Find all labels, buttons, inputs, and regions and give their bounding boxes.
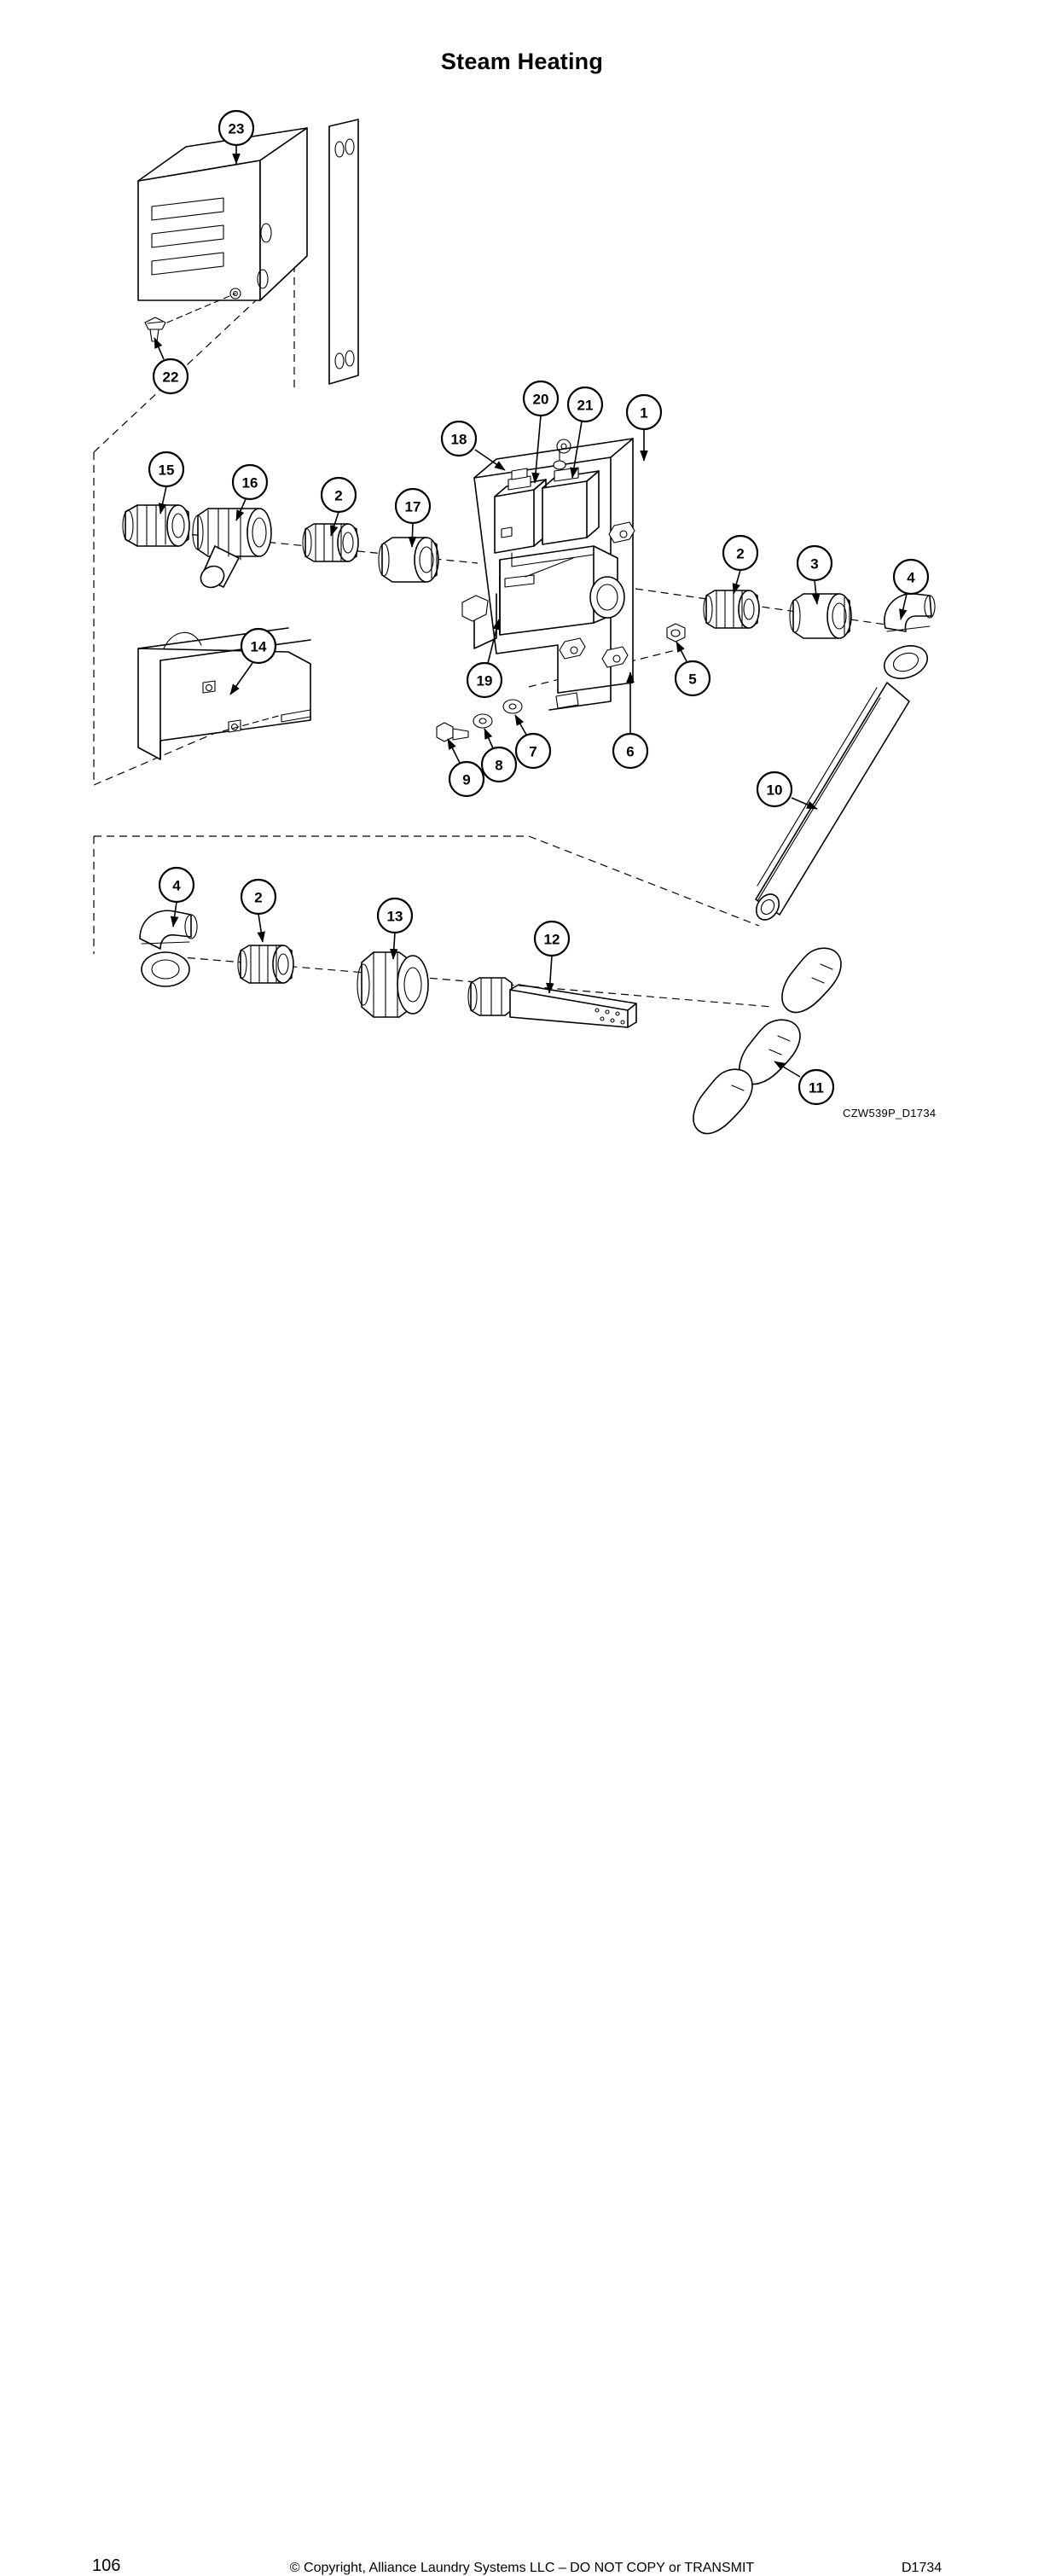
callout-label: 22 <box>162 369 179 386</box>
callout-label: 7 <box>529 743 537 760</box>
part-12-injection-tube <box>468 978 636 1027</box>
callout-22 <box>154 359 188 393</box>
callout-13 <box>378 898 412 933</box>
callout-label: 6 <box>626 743 635 760</box>
callout-label: 5 <box>688 671 697 688</box>
page-title: Steam Heating <box>440 49 604 74</box>
callout-5 <box>676 661 710 695</box>
callout-4-b <box>160 868 194 902</box>
part-2-nipple-a <box>303 524 358 561</box>
callout-21 <box>568 387 602 422</box>
page-number: 106 <box>92 2556 121 2575</box>
callout-12 <box>535 922 569 956</box>
part-4-elbow-b <box>140 910 197 986</box>
document-code: D1734 <box>902 2561 942 2575</box>
callout-label: 20 <box>532 391 549 408</box>
callout-19 <box>467 663 502 697</box>
callout-label: 2 <box>736 545 745 562</box>
part-11-clamps <box>693 948 841 1133</box>
callout-label: 13 <box>386 908 403 925</box>
part-17-coupling <box>379 538 438 582</box>
callout-label: 17 <box>404 498 421 515</box>
callout-9 <box>450 762 484 796</box>
callout-label: 23 <box>228 120 245 137</box>
callout-20 <box>524 381 558 416</box>
callout-10 <box>757 772 792 806</box>
callout-7 <box>516 734 550 768</box>
callout-label: 3 <box>810 555 819 573</box>
part-23-cover <box>138 119 358 384</box>
callout-label: 14 <box>250 638 267 655</box>
callout-label: 11 <box>809 1079 824 1096</box>
callout-4-a <box>894 560 928 594</box>
callout-6 <box>613 734 647 768</box>
callout-17 <box>396 489 430 523</box>
part-2-nipple-c <box>238 945 293 983</box>
part-7-8-9-fasteners <box>437 700 522 741</box>
drawing-code: CZW539P_D1734 <box>843 1107 937 1119</box>
copyright-notice: © Copyright, Alliance Laundry Systems LLC – DO NOT COPY or TRANSMIT <box>289 2561 755 2575</box>
part-5-nut <box>667 624 685 642</box>
callout-2-a <box>322 478 356 512</box>
callout-label: 15 <box>158 462 175 479</box>
callout-15 <box>149 452 183 486</box>
part-2-nipple-b <box>704 590 759 628</box>
callout-3 <box>798 546 832 580</box>
callout-18 <box>442 422 476 456</box>
callout-label: 16 <box>241 474 258 491</box>
callout-label: 9 <box>462 771 471 788</box>
callout-label: 21 <box>577 397 594 414</box>
page-footer <box>0 1278 1044 2575</box>
callout-label: 2 <box>254 889 263 906</box>
part-15-coupling <box>123 505 189 546</box>
part-16-y-strainer <box>193 509 271 591</box>
callout-label: 1 <box>640 404 648 422</box>
callout-23 <box>219 111 253 145</box>
callout-14 <box>241 629 276 663</box>
callout-11 <box>799 1070 833 1104</box>
part-4-elbow-a <box>879 594 935 684</box>
part-14-bracket <box>138 628 310 759</box>
callout-label: 18 <box>450 431 467 448</box>
callout-label: 4 <box>907 569 915 586</box>
callout-8 <box>482 747 516 782</box>
callout-label: 2 <box>334 487 343 504</box>
callout-label: 8 <box>495 757 503 774</box>
callout-label: 4 <box>172 877 181 894</box>
part-13-union <box>357 952 428 1017</box>
callout-16 <box>233 465 267 499</box>
callout-label: 10 <box>766 782 783 799</box>
part-3-coupling <box>790 594 851 638</box>
callout-label: 12 <box>543 931 560 948</box>
callout-2-b <box>723 536 757 570</box>
callout-1 <box>627 395 661 429</box>
callout-2-c <box>241 880 276 914</box>
callout-label: 19 <box>476 672 493 689</box>
